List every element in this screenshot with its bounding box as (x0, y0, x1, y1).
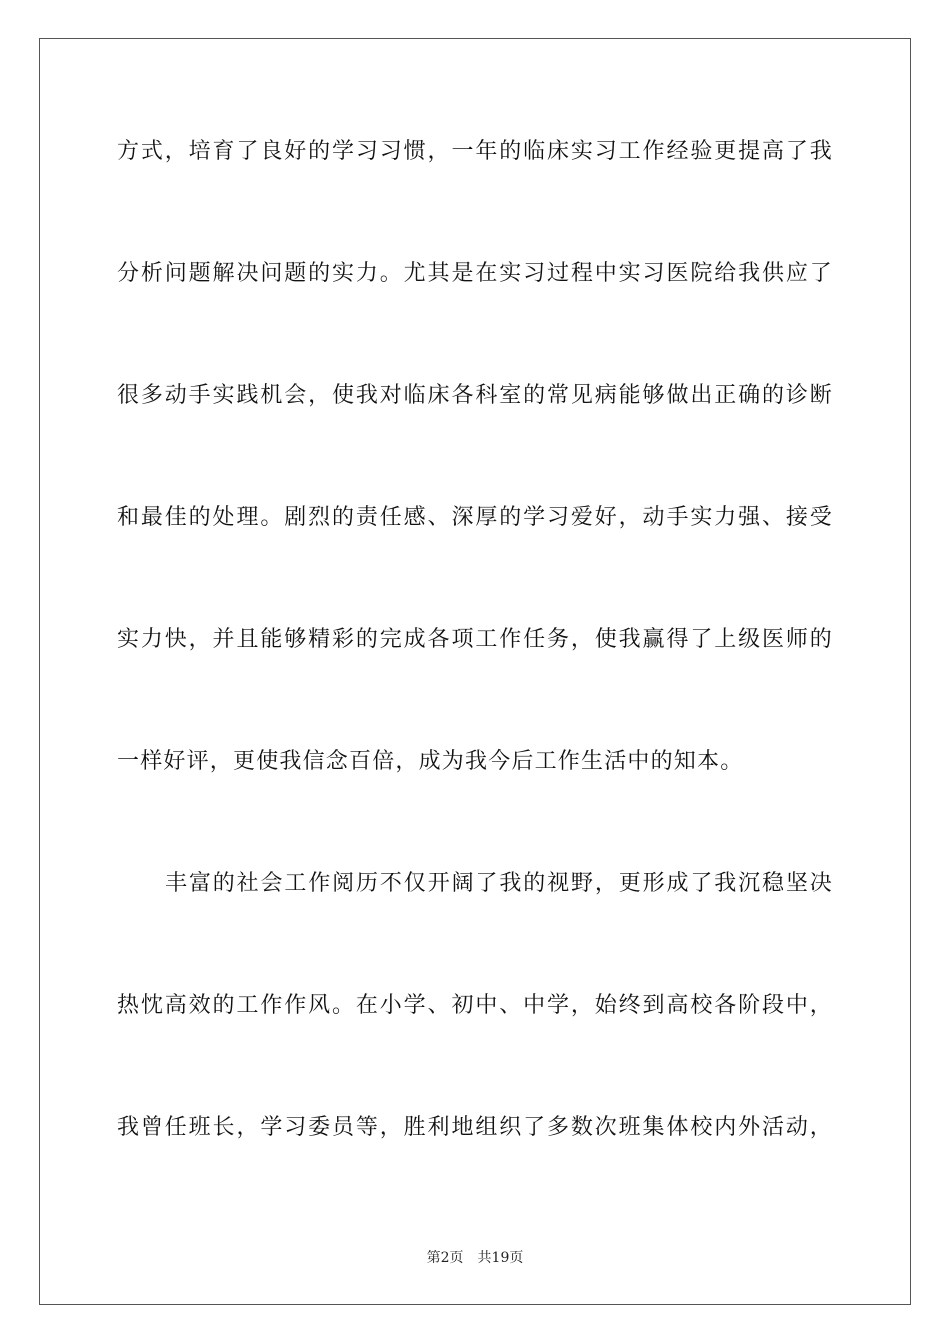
body-text-line-4: 和最佳的处理。剧烈的责任感、深厚的学习爱好，动手实力强、接受 (117, 505, 833, 530)
body-text-line-6: 一样好评，更使我信念百倍，成为我今后工作生活中的知本。 (117, 749, 744, 774)
body-text-line-8: 热忱高效的工作作风。在小学、初中、中学，始终到高校各阶段中， (117, 993, 833, 1018)
body-text-line-5: 实力快，并且能够精彩的完成各项工作任务，使我赢得了上级医师的 (117, 627, 833, 652)
body-text-line-2: 分析问题解决问题的实力。尤其是在实习过程中实习医院给我供应了 (117, 261, 833, 286)
body-text-line-7: 丰富的社会工作阅历不仅开阔了我的视野，更形成了我沉稳坚决 (165, 871, 833, 896)
page-total: 共19页 (477, 1250, 524, 1266)
page-footer (0, 1249, 950, 1267)
body-text-line-9: 我曾任班长，学习委员等，胜利地组织了多数次班集体校内外活动， (117, 1115, 833, 1140)
body-text-line-1: 方式，培育了良好的学习习惯，一年的临床实习工作经验更提高了我 (117, 139, 833, 164)
body-text-line-3: 很多动手实践机会，使我对临床各科室的常见病能够做出正确的诊断 (117, 383, 833, 408)
page-number: 第2页 (426, 1250, 464, 1266)
